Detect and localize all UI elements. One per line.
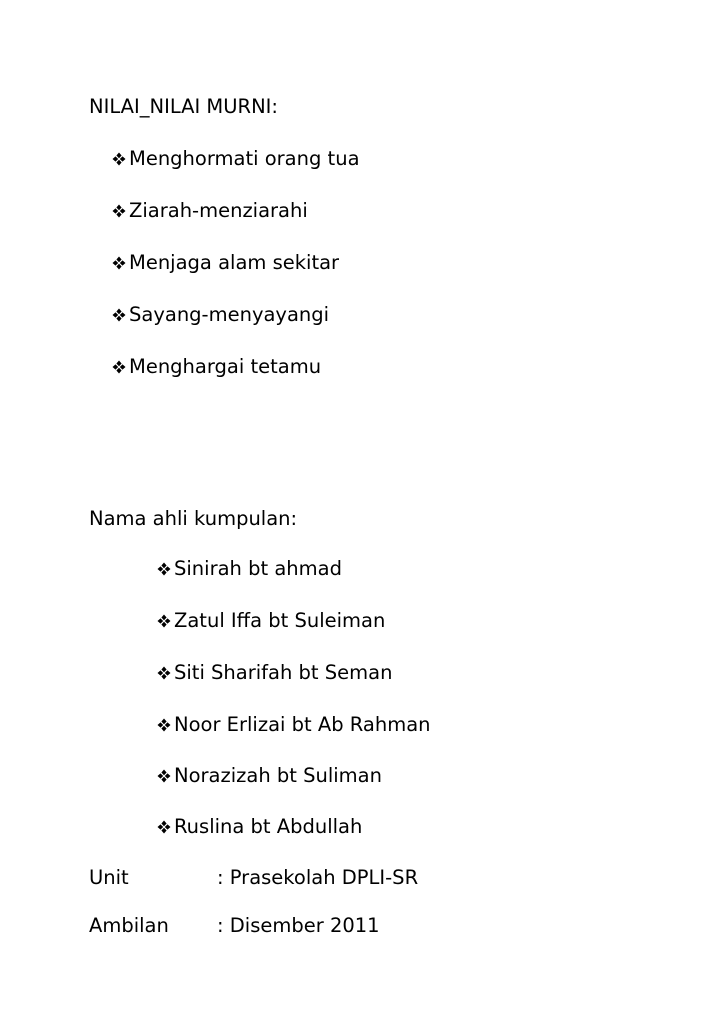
- list-item-label: Siti Sharifah bt Seman: [174, 661, 393, 684]
- list-item-label: Noor Erlizai bt Ab Rahman: [174, 713, 431, 736]
- unit-label: Unit: [89, 866, 129, 889]
- list-item: [157, 713, 431, 737]
- four-diamond-bullet-icon: [157, 666, 171, 680]
- list-item: [157, 609, 385, 633]
- list-item-label: Ziarah-menziarahi: [129, 199, 308, 222]
- list-item-label: Sayang-menyayangi: [129, 303, 330, 326]
- list-item: [157, 764, 382, 788]
- list-item-label: Menghargai tetamu: [129, 355, 322, 378]
- list-item-label: Norazizah bt Suliman: [174, 764, 382, 787]
- list-item: [112, 147, 360, 171]
- list-item: [157, 557, 342, 581]
- list-item: [112, 303, 329, 327]
- list-item-label: Sinirah bt ahmad: [174, 557, 342, 580]
- four-diamond-bullet-icon: [112, 360, 126, 374]
- four-diamond-bullet-icon: [157, 718, 171, 732]
- four-diamond-bullet-icon: [157, 562, 171, 576]
- members-heading: Nama ahli kumpulan:: [89, 507, 298, 530]
- four-diamond-bullet-icon: [112, 204, 126, 218]
- list-item-label: Zatul Iffa bt Suleiman: [174, 609, 386, 632]
- unit-value: : Prasekolah DPLI-SR: [217, 866, 419, 889]
- intake-value: : Disember 2011: [217, 914, 380, 937]
- list-item: [157, 661, 392, 685]
- list-item: [112, 251, 339, 275]
- list-item-label: Ruslina bt Abdullah: [174, 815, 363, 838]
- four-diamond-bullet-icon: [112, 256, 126, 270]
- four-diamond-bullet-icon: [157, 820, 171, 834]
- list-item: [157, 815, 362, 839]
- intake-label: Ambilan: [89, 914, 169, 937]
- four-diamond-bullet-icon: [157, 614, 171, 628]
- list-item-label: Menjaga alam sekitar: [129, 251, 340, 274]
- four-diamond-bullet-icon: [112, 308, 126, 322]
- list-item-label: Menghormati orang tua: [129, 147, 360, 170]
- values-heading: NILAI_NILAI MURNI:: [89, 95, 278, 118]
- four-diamond-bullet-icon: [157, 769, 171, 783]
- four-diamond-bullet-icon: [112, 152, 126, 166]
- list-item: [112, 355, 321, 379]
- list-item: [112, 199, 308, 223]
